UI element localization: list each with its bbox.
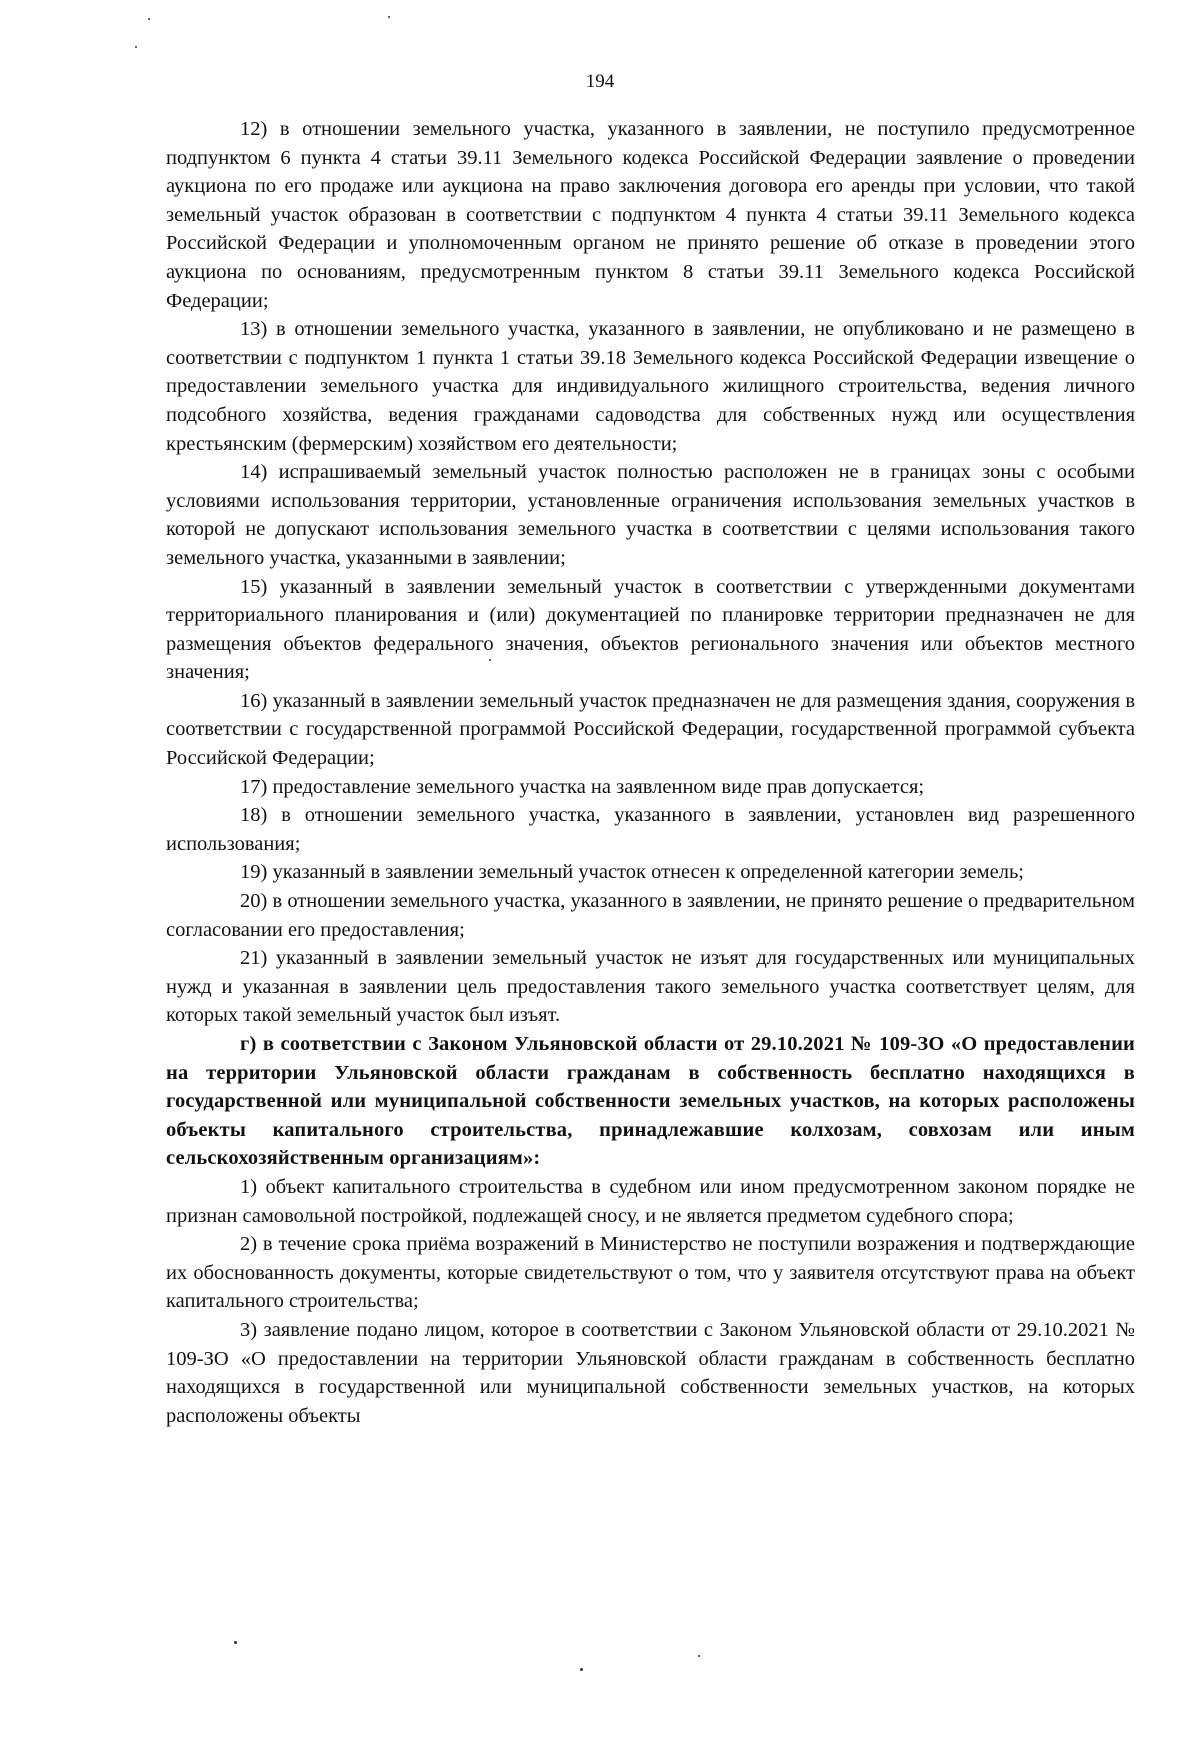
paragraph-item-20: 20) в отношении земельного участка, указанного в заявлении, не принято решение о предварительном согласовании его предоставления;: [166, 890, 1135, 941]
paragraph-item-16: 16) указанный в заявлении земельный участок предназначен не для размещения здания, сооружения в соответствии с государственной программой Российской Федерации, государственной программой субъекта Российской Федерации;: [166, 689, 1135, 770]
paragraph-item-g3: 3) заявление подано лицом, которое в соответствии с Законом Ульяновской области от 29.10.2021 № 109-ЗО «О предоставлении на территории Ульяновской области гражданам в собственность бесплатно находящихся в государственной или муниципальной собственности земельных участков, на которых расположены объекты: [166, 1318, 1135, 1427]
scan-speck: [234, 1641, 237, 1644]
paragraph-item-15: 15) указанный в заявлении земельный участок в соответствии с утвержденными документами территориального планирования и (или) документацией по планировке территории предназначен не для размещения объектов федерального значения, объектов регионального значения или объектов местного значения;: [166, 575, 1135, 684]
page-number: 194: [585, 71, 615, 92]
scan-speck: [698, 1655, 700, 1657]
scan-speck: [489, 659, 491, 661]
paragraph-item-19: 19) указанный в заявлении земельный участок отнесен к определенной категории земель;: [240, 861, 1025, 884]
scan-speck: [135, 46, 137, 48]
paragraph-item-17: 17) предоставление земельного участка на заявленном виде прав допускается;: [240, 775, 925, 798]
paragraph-item-g2: 2) в течение срока приёма возражений в Министерство не поступили возражения и подтверждающие их обоснованность документы, которые свидетельствуют о том, что у заявителя отсутствуют права на объект капитального строительства;: [166, 1233, 1135, 1313]
section-heading-g: г) в соответствии с Законом Ульяновской области от 29.10.2021 № 109-ЗО «О предоставлении на территории Ульяновской области гражданам в собственность бесплатно находящихся в государственной или муниципальной собственности земельных участков, на которых расположены объекты капитального строительства, принадлежавшие колхозам, совхозам или иным сельскохозяйственным организациям»:: [166, 1033, 1135, 1170]
paragraph-item-g1: 1) объект капитального строительства в судебном или ином предусмотренном законом порядке не признан самовольной постройкой, подлежащей сносу, и не является предметом судебного спора;: [166, 1175, 1135, 1227]
paragraph-item-12: 12) в отношении земельного участка, указанного в заявлении, не поступило предусмотренное подпунктом 6 пункта 4 статьи 39.11 Земельного кодекса Российской Федерации заявление о проведении аукциона по его продаже или аукциона на право заключения договора его аренды при условии, что такой земельный участок образован в соответствии с подпунктом 4 пункта 4 статьи 39.11 Земельного кодекса Российской Федерации и уполномоченным органом не принято решение об отказе в проведении этого аукциона по основаниям, предусмотренным пунктом 8 статьи 39.11 Земельного кодекса Российской Федерации;: [166, 118, 1135, 312]
paragraph-item-13: 13) в отношении земельного участка, указанного в заявлении, не опубликовано и не размещено в соответствии с подпунктом 1 пункта 1 статьи 39.18 Земельного кодекса Российской Федерации извещение о предоставлении земельного участка для индивидуального жилищного строительства, ведения личного подсобного хозяйства, ведения гражданами садоводства для собственных нужд или осуществления крестьянским (фермерским) хозяйством его деятельности;: [166, 318, 1135, 455]
paragraph-item-18: 18) в отношении земельного участка, указанного в заявлении, установлен вид разрешенного использования;: [166, 804, 1135, 855]
paragraph-item-21: 21) указанный в заявлении земельный участок не изъят для государственных или муниципальных нужд и указанная в заявлении цель предоставления такого земельного участка соответствует целям, для которых такой земельный участок был изъят.: [166, 947, 1135, 1027]
scan-speck: [388, 16, 390, 18]
document-body: [166, 115, 1135, 1430]
scan-speck: [580, 1668, 583, 1671]
paragraph-item-14: 14) испрашиваемый земельный участок полностью расположен не в границах зоны с особыми условиями использования территории, установленные ограничения использования земельных участков в которой не допускают использования земельного участка в соответствии с целями использования такого земельного участка, указанными в заявлении;: [166, 461, 1135, 569]
scan-speck: [148, 18, 150, 20]
